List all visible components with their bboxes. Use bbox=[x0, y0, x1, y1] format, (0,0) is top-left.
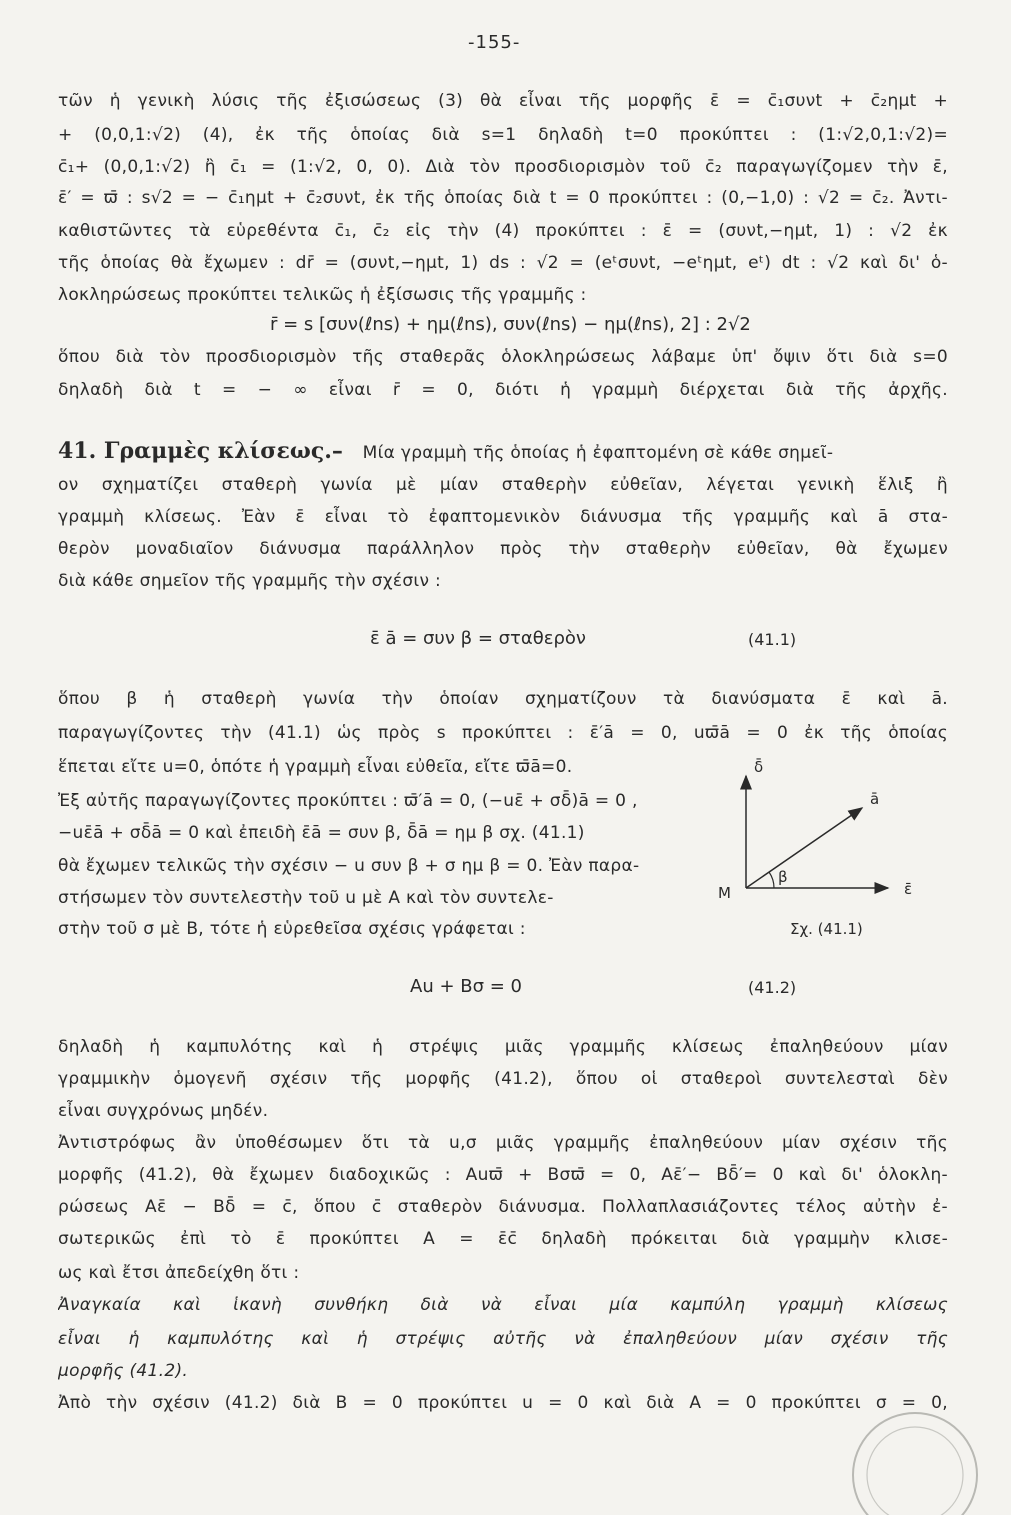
a-vector bbox=[746, 808, 862, 888]
text-line: παραγωγίζοντες τὴν (41.1) ὡς πρὸς s προκύπτει : ε̄′ā = 0, uϖ̄ā = 0 ἐκ τῆς ὁποίας bbox=[58, 723, 948, 743]
text-line: δηλαδὴ διὰ t = − ∞ εἶναι r̄ = 0, διότι ἡ γραμμὴ διέρχεται διὰ τῆς ἀρχῆς. bbox=[58, 380, 948, 400]
page-number: -155- bbox=[468, 32, 521, 53]
text-line: μορφῆς (41.2), θὰ ἔχωμεν διαδοχικῶς : Αuϖ̄ + Βσϖ̄ = 0, Αε̄′− Βδ̄′= 0 καὶ δι' ὁλοκλη- bbox=[58, 1165, 948, 1185]
equation-label-41-1: (41.1) bbox=[748, 630, 797, 649]
text-line: ὅπου β ἡ σταθερὴ γωνία τὴν ὁποίαν σχηματίζουν τὰ διανύσματα ε̄ καὶ ā. bbox=[58, 689, 948, 709]
text-line: τῆς ὁποίας θὰ ἔχωμεν : dr̄ = (συνt,−ημt, 1) ds : √2 = (eᵗσυνt, −eᵗημt, eᵗ) dt : √2 καὶ δι' ὁ- bbox=[58, 253, 948, 273]
text-line: λοκληρώσεως προκύπτει τελικῶς ἡ ἐξίσωσις τῆς γραμμῆς : bbox=[58, 285, 587, 305]
text-line: ον σχηματίζει σταθερὴ γωνία μὲ μίαν σταθερὴν εὐθεῖαν, λέγεται γενικὴ ἕλιξ ἢ bbox=[58, 475, 948, 495]
text-line: ως καὶ ἔτσι ἀπεδείχθη ὅτι : bbox=[58, 1263, 300, 1283]
equation-41-1: ε̄ ā = συν β = σταθερὸν bbox=[370, 628, 586, 649]
theorem-line: εἶναι ἡ καμπυλότης καὶ ἡ στρέψις αὐτῆς νὰ ἐπαληθεύουν μίαν σχέσιν τῆς bbox=[58, 1329, 948, 1349]
vector-figure bbox=[712, 758, 952, 958]
figure-label-e: ε̄ bbox=[904, 880, 913, 898]
text-line: + (0,0,1:√2) (4), ἐκ τῆς ὁποίας διὰ s=1 δηλαδὴ t=0 προκύπτει : (1:√2,0,1:√2)= bbox=[58, 125, 948, 145]
text-line: ἕπεται εἴτε u=0, ὁπότε ἡ γραμμὴ εἶναι εὐθεῖα, εἴτε ϖ̄ā=0. bbox=[58, 757, 573, 777]
theorem-line: μορφῆς (41.2). bbox=[58, 1361, 189, 1381]
text-line: Ἐξ αὐτῆς παραγωγίζοντες προκύπτει : ϖ̄′ā = 0, (−uε̄ + σδ̄)ā = 0 , bbox=[58, 791, 638, 811]
text-line: στήσωμεν τὸν συντελεστὴν τοῦ u μὲ Α καὶ τὸν συντελε- bbox=[58, 888, 554, 908]
figure-label-a: ā bbox=[870, 790, 880, 808]
text-line: καθιστῶντες τὰ εὑρεθέντα c̄₁, c̄₂ εἰς τὴν (4) προκύπτει : ε̄ = (συνt,−ημt, 1) : √2 ἐκ bbox=[58, 221, 948, 241]
figure-label-m: Μ bbox=[718, 884, 731, 902]
section-heading: 41. Γραμμὲς κλίσεως.– bbox=[58, 440, 343, 464]
text-line: θὰ ἔχωμεν τελικῶς τὴν σχέσιν − u συν β + σ ημ β = 0. Ἐὰν παρα- bbox=[58, 856, 640, 876]
text-line: εἶναι συγχρόνως μηδέν. bbox=[58, 1101, 269, 1121]
text-line: γραμμικὴν ὁμογενῆ σχέσιν τῆς μορφῆς (41.2), ὅπου οἱ σταθεροὶ συντελεσταὶ δὲν bbox=[58, 1069, 948, 1089]
text-line: c̄₁+ (0,0,1:√2) ἢ c̄₁ = (1:√2, 0, 0). Διὰ τὸν προσδιορισμὸν τοῦ c̄₂ παραγωγίζομεν τὴν ε̄, bbox=[58, 157, 948, 177]
text-line: θερὸν μοναδιαῖον διάνυσμα παράλληλον πρὸς τὴν σταθερὴν εὐθεῖαν, θὰ ἔχωμεν bbox=[58, 539, 948, 559]
text-line: −uε̄ā + σδ̄ā = 0 καὶ ἐπειδὴ ε̄ā = συν β, δ̄ā = ημ β σχ. (41.1) bbox=[58, 823, 585, 843]
equation-r: r̄ = s [συν(ℓns) + ημ(ℓns), συν(ℓns) − ημ(ℓns), 2] : 2√2 bbox=[270, 314, 751, 335]
section-first-line-text: Μία γραμμὴ τῆς ὁποίας ἡ ἐφαπτομένη σὲ κάθε σημεῖ- bbox=[362, 443, 834, 463]
section-first-line bbox=[58, 440, 948, 464]
equation-label-41-2: (41.2) bbox=[748, 978, 797, 997]
figure-caption: Σχ. (41.1) bbox=[790, 920, 863, 938]
text-line: δηλαδὴ ἡ καμπυλότης καὶ ἡ στρέψις μιᾶς γραμμῆς κλίσεως ἐπαληθεύουν μίαν bbox=[58, 1037, 948, 1057]
text-line: Ἀντιστρόφως ἂν ὑποθέσωμεν ὅτι τὰ u,σ μιᾶς γραμμῆς ἐπαληθεύουν μίαν σχέσιν τῆς bbox=[58, 1133, 948, 1153]
equation-41-2: Αu + Βσ = 0 bbox=[410, 976, 522, 997]
text-line: ε̄′ = ϖ̄ : s√2 = − c̄₁ημt + c̄₂συνt, ἐκ τῆς ὁποίας διὰ t = 0 προκύπτει : (0,−1,0) : √2 = c̄₂. Ἀντι- bbox=[58, 188, 948, 208]
text-line: ρώσεως Αε̄ − Βδ̄ = c̄, ὅπου c̄ σταθερὸν διάνυσμα. Πολλαπλασιάζοντες τέλος αὐτὴν ἐ- bbox=[58, 1197, 948, 1217]
text-line: γραμμὴ κλίσεως. Ἐὰν ε̄ εἶναι τὸ ἐφαπτομενικὸν διάνυσμα τῆς γραμμῆς καὶ ā στα- bbox=[58, 507, 948, 527]
beta-arc bbox=[769, 872, 774, 888]
text-line: τῶν ἡ γενικὴ λύσις τῆς ἐξισώσεως (3) θὰ εἶναι τῆς μορφῆς ε̄ = c̄₁συνt + c̄₂ημt + bbox=[58, 91, 948, 111]
figure-label-beta: β bbox=[778, 868, 788, 886]
text-line: Ἀπὸ τὴν σχέσιν (41.2) διὰ Β = 0 προκύπτει u = 0 καὶ διὰ Α = 0 προκύπτει σ = 0, bbox=[58, 1393, 948, 1413]
text-line: σωτερικῶς ἐπὶ τὸ ε̄ προκύπτει Α = ε̄c̄ δηλαδὴ πρόκειται διὰ γραμμὴν κλισε- bbox=[58, 1229, 948, 1249]
text-line: ὅπου διὰ τὸν προσδιορισμὸν τῆς σταθερᾶς ὁλοκληρώσεως λάβαμε ὑπ' ὄψιν ὅτι διὰ s=0 bbox=[58, 347, 948, 367]
theorem-line: Ἀναγκαία καὶ ἱκανὴ συνθήκη διὰ νὰ εἶναι μία καμπύλη γραμμὴ κλίσεως bbox=[58, 1295, 948, 1315]
text-line: στὴν τοῦ σ μὲ Β, τότε ἡ εὑρεθεῖσα σχέσις γράφεται : bbox=[58, 919, 526, 939]
library-stamp bbox=[820, 1395, 990, 1515]
text-line: διὰ κάθε σημεῖον τῆς γραμμῆς τὴν σχέσιν : bbox=[58, 571, 441, 591]
figure-label-delta: δ̄ bbox=[754, 758, 764, 776]
